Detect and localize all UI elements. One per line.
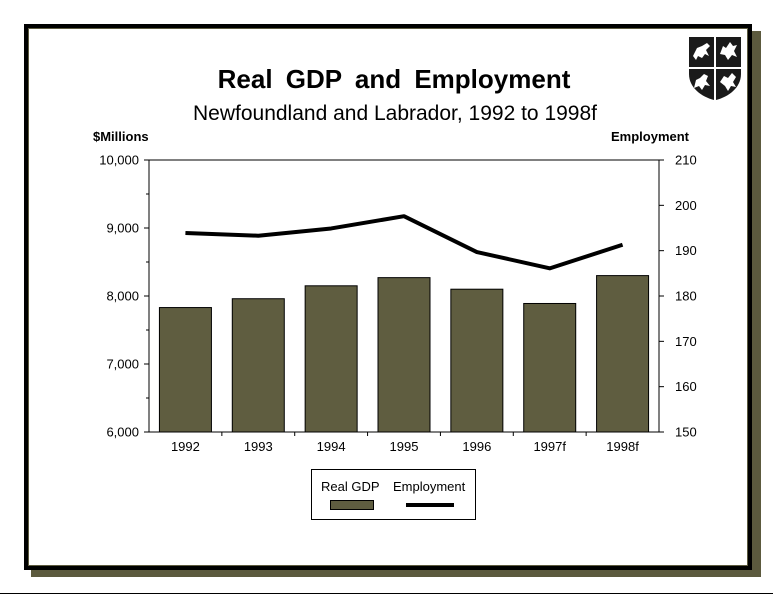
bar-real-gdp xyxy=(305,286,357,432)
left-axis-tick-label: 9,000 xyxy=(106,220,139,236)
bottom-rule xyxy=(0,593,773,594)
employment-line xyxy=(185,216,622,268)
x-axis-tick-label: 1994 xyxy=(316,439,346,454)
legend-label-employment: Employment xyxy=(393,479,466,494)
left-axis-tick-label: 6,000 xyxy=(106,424,139,440)
right-axis-title: Employment xyxy=(611,129,690,144)
legend-swatch-gdp xyxy=(330,500,374,510)
chart-subtitle: Newfoundland and Labrador, 1992 to 1998f xyxy=(193,102,597,125)
x-axis-tick-label: 1996 xyxy=(462,439,492,454)
left-axis-title: $Millions xyxy=(93,129,149,144)
right-axis-tick-label: 150 xyxy=(675,424,697,440)
x-axis-tick-label: 1993 xyxy=(243,439,273,454)
right-axis-tick-label: 200 xyxy=(675,197,697,213)
left-axis-tick-label: 7,000 xyxy=(106,356,139,372)
x-axis-tick-label: 1998f xyxy=(606,439,639,454)
x-axis-tick-label: 1995 xyxy=(389,439,419,454)
left-axis-tick-label: 8,000 xyxy=(106,288,139,304)
chart-title: Real GDP and Employment xyxy=(217,64,571,94)
bar-real-gdp xyxy=(232,299,284,432)
right-axis-tick-label: 180 xyxy=(675,288,697,304)
left-axis-tick-label: 10,000 xyxy=(99,152,139,168)
bar-real-gdp xyxy=(378,278,430,432)
right-axis-tick-label: 170 xyxy=(675,333,697,349)
bar-real-gdp xyxy=(159,308,211,432)
bar-real-gdp xyxy=(524,303,576,432)
legend-label-gdp: Real GDP xyxy=(321,479,380,494)
chart-legend xyxy=(311,469,476,520)
bar-real-gdp xyxy=(597,276,649,432)
x-axis-tick-label: 1997f xyxy=(533,439,566,454)
x-axis-tick-label: 1992 xyxy=(170,439,200,454)
legend-swatch-employment xyxy=(406,503,454,507)
right-axis-tick-label: 190 xyxy=(675,243,697,259)
right-axis-tick-label: 160 xyxy=(675,379,697,395)
right-axis-tick-label: 210 xyxy=(675,152,697,168)
bar-real-gdp xyxy=(451,289,503,432)
